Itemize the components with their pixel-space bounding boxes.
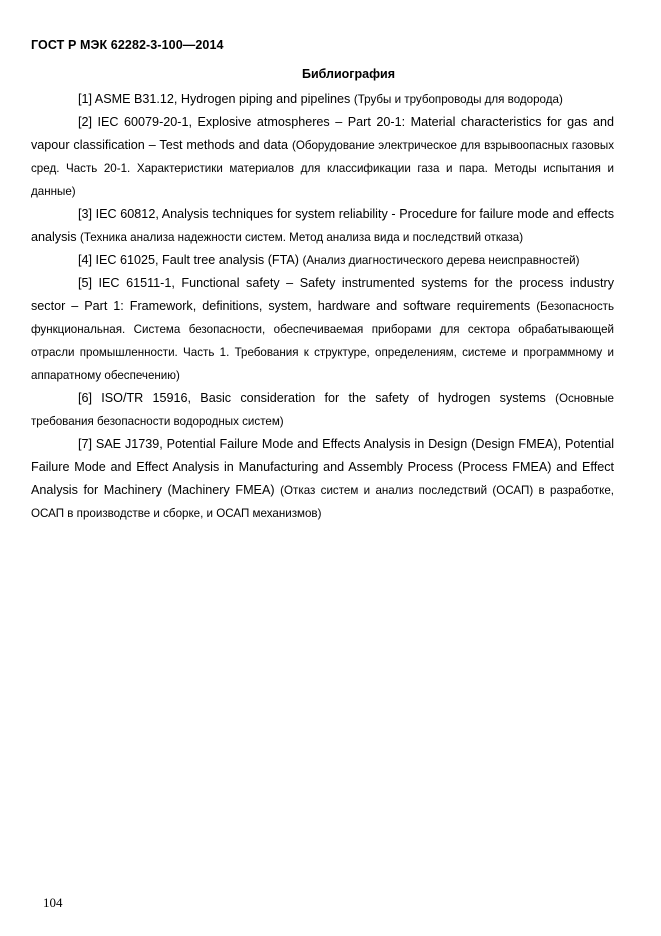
entry-reference: [3] IEC 60812, Analysis techniques for system reliability - Procedure for failure mode and effects analysis [31,207,614,244]
entry-reference: [5] IEC 61511-1, Functional safety – Safety instrumented systems for the process industry sector – Part 1: Framework, definitions, system, hardware and software requirements [31,276,614,313]
bibliography-entry-4 [31,249,614,272]
bibliography-entry-3 [31,203,614,249]
entry-translation: (Отказ систем и анализ последствий (ОСАП) в разработке, ОСАП в производстве и сборке, и ОСАП механизмов) [31,484,614,520]
entry-translation: (Оборудование электрическое для взрывоопасных газовых сред. Часть 20-1. Характеристики материалов для классификации газа и пара. Методы испытания и данные) [31,139,615,198]
entry-translation: (Техника анализа надежности систем. Метод анализа вида и последствий отказа) [80,231,524,244]
bibliography-entry-1 [31,88,614,111]
bibliography-list [31,88,614,525]
bibliography-title: Библиография [301,67,396,81]
page-number: 104 [43,895,63,910]
bibliography-entry-6 [31,387,614,433]
entry-translation: (Анализ диагностического дерева неисправностей) [302,254,580,267]
document-header: ГОСТ Р МЭК 62282-3-100—2014 [31,38,224,52]
entry-translation: (Основные требования безопасности водородных систем) [31,392,614,428]
entry-reference: [1] ASME B31.12, Hydrogen piping and pipelines [78,92,351,106]
entry-reference: [4] IEC 61025, Fault tree analysis (FTA) [78,253,299,267]
entry-reference: [2] IEC 60079-20-1, Explosive atmospheres – Part 20-1: Material characteristics for gas and vapour classification – Test methods and data [31,115,614,152]
entry-reference: [7] SAE J1739, Potential Failure Mode and Effects Analysis in Design (Design FMEA), Potential Failure Mode and Effect Analysis in Manufacturing and Assembly Process (Process FMEA) and Effect Analysis for Machinery (Machinery FMEA) [31,437,614,497]
entry-reference: [6] ISO/TR 15916, Basic consideration for the safety of hydrogen systems [78,391,546,405]
bibliography-entry-7 [31,433,614,525]
entry-translation: (Безопасность функциональная. Система безопасности, обеспечиваемая приборами для сектора обрабатывающей отрасли промышленности. Часть 1. Требования к структуре, определениям, системе и программному и аппаратному обеспечению) [31,300,615,382]
bibliography-entry-5 [31,272,614,387]
entry-translation: (Трубы и трубопроводы для водорода) [353,93,563,106]
bibliography-entry-2 [31,111,614,203]
